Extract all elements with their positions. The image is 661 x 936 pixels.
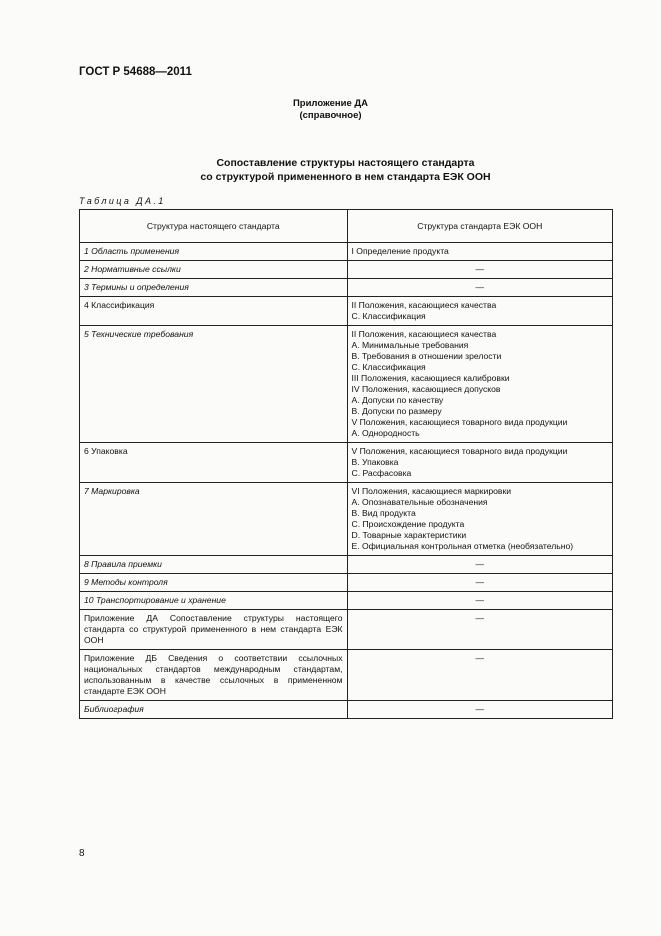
table-row [80,326,613,443]
cell-text: III Положения, касающиеся калибровки [351,373,510,383]
cell-text: 6 Упаковка [84,446,128,456]
cell-this-standard [80,556,348,574]
cell-unece-standard [347,650,613,701]
cell-text: A. Однородность [351,428,420,438]
cell-text: IV Положения, касающиеся допусков [351,384,501,394]
header-unece-standard: Структура стандарта ЕЭК ООН [347,210,613,243]
cell-text: A. Минимальные требования [351,340,469,350]
cell-text: — [475,595,485,605]
cell-this-standard [80,243,348,261]
cell-this-standard [80,592,348,610]
cell-unece-standard [347,701,613,719]
cell-text: 8 Правила приемки [84,559,162,569]
cell-text: B. Требования в отношении зрелости [351,351,502,361]
table-row [80,297,613,326]
section-title-line1: Сопоставление структуры настоящего стандарта [216,157,475,169]
table-caption: Таблица ДА.1 [79,196,166,206]
cell-text: B. Допуски по размеру [351,406,442,416]
cell-unece-standard [347,483,613,556]
cell-text: — [475,264,485,274]
table-row [80,701,613,719]
cell-text: — [475,653,485,663]
cell-this-standard [80,443,348,483]
table-row [80,556,613,574]
table-body [80,243,613,719]
cell-unece-standard [347,574,613,592]
cell-unece-standard [347,243,613,261]
cell-text: Приложение ДА Сопоставление структуры настоящего стандарта со структурой примененного в нем стандарта ЕЭК ООН [84,613,343,645]
cell-text: 2 Нормативные ссылки [84,264,181,274]
annex-title: Приложение ДА [292,98,369,109]
cell-unece-standard [347,556,613,574]
cell-text: V Положения, касающиеся товарного вида продукции [351,446,568,456]
comparison-table [79,209,613,719]
cell-unece-standard [347,297,613,326]
cell-text: V Положения, касающиеся товарного вида продукции [351,417,568,427]
cell-text: B. Вид продукта [351,508,416,518]
cell-unece-standard [347,443,613,483]
cell-text: II Положения, касающиеся качества [351,300,497,310]
table-row [80,279,613,297]
cell-unece-standard [347,279,613,297]
table-row [80,592,613,610]
cell-text: Библиография [84,704,144,714]
cell-text: A. Допуски по качеству [351,395,444,405]
table-row [80,261,613,279]
cell-text: A. Опознавательные обозначения [351,497,488,507]
cell-this-standard [80,297,348,326]
cell-this-standard [80,574,348,592]
section-title-line2: со структурой примененного в нем стандарта ЕЭК ООН [200,171,491,183]
table-row [80,243,613,261]
cell-text: 7 Маркировка [84,486,140,496]
cell-text: C. Происхождение продукта [351,519,465,529]
cell-text: E. Официальная контрольная отметка (необязательно) [351,541,574,551]
table-row [80,574,613,592]
cell-text: 10 Транспортирование и хранение [84,595,226,605]
cell-text: Приложение ДБ Сведения о соответствии ссылочных национальных стандартов международным стандартам, использованным в качестве ссылочных в примененном стандарте ЕЭК ООН [84,653,343,696]
annex-heading [0,98,661,122]
cell-text: I Определение продукта [351,246,449,256]
table-header-row [80,210,613,243]
cell-text: D. Товарные характеристики [351,530,467,540]
cell-this-standard [80,650,348,701]
cell-text: B. Упаковка [351,457,399,467]
cell-text: 5 Технические требования [84,329,194,339]
table-row [80,483,613,556]
cell-this-standard [80,326,348,443]
cell-text: C. Расфасовка [351,468,412,478]
document-code: ГОСТ Р 54688—2011 [79,66,192,78]
cell-text: C. Классификация [351,311,426,321]
cell-unece-standard [347,326,613,443]
cell-text: II Положения, касающиеся качества [351,329,497,339]
cell-this-standard [80,610,348,650]
cell-this-standard [80,483,348,556]
cell-text: 3 Термины и определения [84,282,189,292]
table-row [80,443,613,483]
cell-text: — [475,704,485,714]
table-row [80,650,613,701]
cell-unece-standard [347,592,613,610]
cell-this-standard [80,279,348,297]
cell-text: — [475,282,485,292]
cell-unece-standard [347,261,613,279]
cell-text: VI Положения, касающиеся маркировки [351,486,512,496]
annex-type: (справочное) [299,110,362,121]
section-title [0,156,661,184]
cell-text: — [475,577,485,587]
cell-text: 1 Область применения [84,246,180,256]
cell-text: 9 Методы контроля [84,577,168,587]
cell-text: 4 Классификация [84,300,155,310]
table-row [80,610,613,650]
cell-this-standard [80,261,348,279]
cell-text: — [475,613,485,623]
cell-unece-standard [347,610,613,650]
header-this-standard: Структура настоящего стандарта [80,210,348,243]
cell-text: C. Классификация [351,362,426,372]
cell-text: — [475,559,485,569]
page-number: 8 [79,848,85,859]
cell-this-standard [80,701,348,719]
